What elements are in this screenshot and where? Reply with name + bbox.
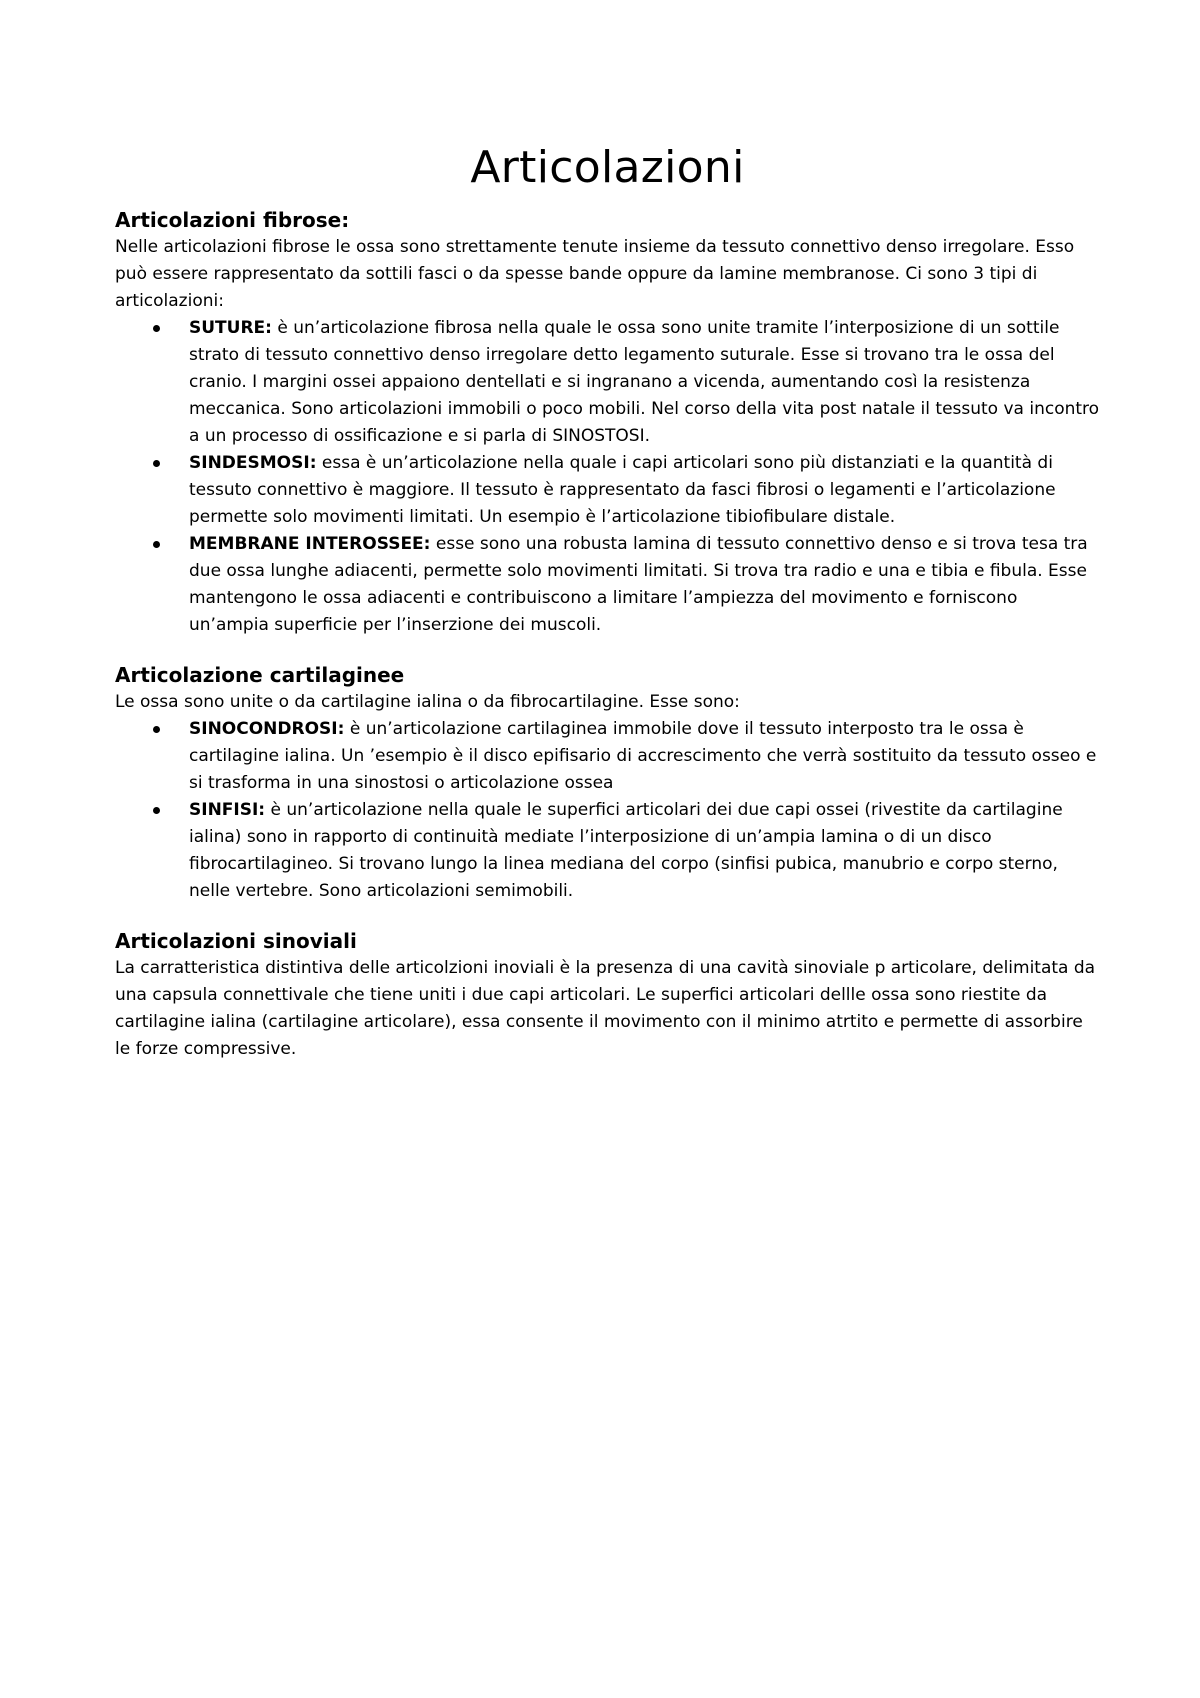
section-intro: Nelle articolazioni fibrose le ossa sono strettamente tenute insieme da tessuto connettivo denso irregolare. Esso può essere rappresentato da sottili fasci o da spesse bande oppure da lamine membranose. Ci sono 3 tipi di articolazioni: (115, 237, 1075, 311)
term-label: SINOCONDROSI: (189, 719, 345, 739)
list-item (115, 531, 1100, 639)
term-description: è un’articolazione nella quale le superfici articolari dei due capi ossei (rivestite da cartilagine ialina) sono in rapporto di continuità mediate l’interposizione di un’ampia lamina o di un disco fibrocartilagineo. Si trovano lungo la linea mediana del corpo (sinfisi pubica, manubrio e corpo sterno, nelle vertebre. Sono articolazioni semimobili. (189, 800, 1063, 901)
section-intro: La carratteristica distintiva delle articolzioni inoviali è la presenza di una cavità sinoviale p articolare, delimitata da una capsula connettivale che tiene uniti i due capi articolari. Le superfici articolari dellle ossa sono riestite da cartilagine ialina (cartilagine articolare), essa consente il movimento con il minimo atrtito e permette di assorbire le forze compressive. (115, 958, 1096, 1059)
list-item (115, 315, 1100, 450)
section-intro: Le ossa sono unite o da cartilagine ialina o da fibrocartilagine. Esse sono: (115, 692, 740, 712)
bullet-icon (153, 807, 160, 814)
term-description: è un’articolazione cartilaginea immobile dove il tessuto interposto tra le ossa è cartilagine ialina. Un ’esempio è il disco epifisario di accrescimento che verrà sostituito da tessuto osseo e si trasforma in una sinostosi o articolazione ossea (189, 719, 1097, 793)
bullet-icon (153, 726, 160, 733)
section-cartilaginous-joints (115, 661, 1100, 905)
term-description: esse sono una robusta lamina di tessuto connettivo denso e si trova tesa tra due ossa lunghe adiacenti, permette solo movimenti limitati. Si trova tra radio e una e tibia e fibula. Esse mantengono le ossa adiacenti e contribuiscono a limitare l’ampiezza del movimento e forniscono un’ampia superficie per l’inserzione dei muscoli. (189, 534, 1088, 635)
list-item (115, 450, 1100, 531)
term-label: SINDESMOSI: (189, 453, 317, 473)
section-heading: Articolazioni fibrose: (115, 208, 350, 232)
term-label: MEMBRANE INTEROSSEE: (189, 534, 431, 554)
section-synovial-joints (115, 927, 1100, 1063)
section-fibrous-joints (115, 206, 1100, 639)
term-label: SINFISI: (189, 800, 266, 820)
bullet-icon (153, 541, 160, 548)
document-content (115, 138, 1100, 1063)
document-title: Articolazioni (470, 142, 745, 193)
bullet-list (115, 315, 1100, 639)
list-item (115, 716, 1100, 797)
term-description: è un’articolazione fibrosa nella quale le ossa sono unite tramite l’interposizione di un sottile strato di tessuto connettivo denso irregolare detto legamento suturale. Esse si trovano tra le ossa del cranio. I margini ossei appaiono dentellati e si ingranano a vicenda, aumentando così la resistenza meccanica. Sono articolazioni immobili o poco mobili. Nel corso della vita post natale il tessuto va incontro a un processo di ossificazione e si parla di SINOSTOSI. (189, 318, 1100, 446)
bullet-icon (153, 325, 160, 332)
bullet-list (115, 716, 1100, 905)
term-label: SUTURE: (189, 318, 272, 338)
term-description: essa è un’articolazione nella quale i capi articolari sono più distanziati e la quantità di tessuto connettivo è maggiore. Il tessuto è rappresentato da fasci fibrosi o legamenti e l’articolazione permette solo movimenti limitati. Un esempio è l’articolazione tibiofibulare distale. (189, 453, 1056, 527)
section-heading: Articolazioni sinoviali (115, 929, 357, 953)
bullet-icon (153, 460, 160, 467)
list-item (115, 797, 1100, 905)
section-heading: Articolazione cartilaginee (115, 663, 405, 687)
